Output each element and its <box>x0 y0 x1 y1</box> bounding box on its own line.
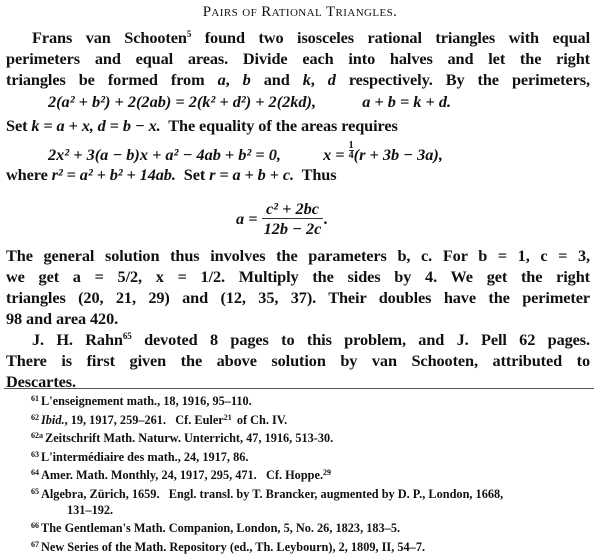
text: Thus <box>293 165 337 184</box>
footnote <box>31 518 596 537</box>
footnote-mark: 61 <box>31 394 39 403</box>
footnote-text: of Ch. IV. <box>233 412 288 427</box>
para1-line2: perimeters and equal areas. Divide each into halves and let the right <box>6 49 590 68</box>
para2-line2: we get a = 5/2, x = 1/2. Multiply the sides by 4. We get the right <box>6 267 590 286</box>
expression: r = a + b + c. <box>209 165 294 184</box>
footnote-text: Algebra, Zürich, 1659. Engl. transl. by T. Brancker, augmented by D. P., London, 1668, <box>41 486 504 501</box>
text: , <box>310 70 328 89</box>
footnote-italic: Ibid. <box>41 412 65 427</box>
footnote <box>31 410 596 429</box>
text: and <box>250 70 303 89</box>
footnote-divider <box>4 388 594 389</box>
footnote <box>31 447 596 466</box>
footnote-text: Amer. Math. Monthly, 24, 1917, 295, 471. Cf. Hoppe. <box>41 468 324 483</box>
text: devoted 8 pages to this problem, and J. Pell 62 pages. <box>131 330 590 349</box>
footnote-mark: 64 <box>31 468 39 478</box>
equation-2 <box>48 141 600 165</box>
text: where <box>6 165 52 184</box>
footnote-text: L'intermédiaire des math., 24, 1917, 86. <box>41 449 249 464</box>
para3-line3: Descartes. <box>6 372 76 391</box>
footnote <box>31 465 596 484</box>
text: Set <box>175 165 210 184</box>
paragraph-2 <box>6 245 590 329</box>
para3-line2: There is first given the above solution by van Schooten, attributed to <box>6 351 590 370</box>
footnote-text: Zeitschrift Math. Naturw. Unterricht, 47, 1916, 513-30. <box>45 431 334 446</box>
footnotes <box>31 391 596 555</box>
text: triangles be formed from <box>6 70 218 89</box>
footnote-mark: 66 <box>31 521 39 531</box>
fraction-denominator: 4 <box>348 150 354 161</box>
footnote-text: L'enseignement math., 18, 1916, 95–110. <box>41 394 252 408</box>
equation-1 <box>48 92 600 112</box>
text: The equality of the areas requires <box>160 116 398 135</box>
footnote-mark: 65 <box>31 486 39 496</box>
paragraph-1 <box>6 27 590 90</box>
fraction-numerator: 1 <box>348 140 354 151</box>
var: d <box>327 70 336 89</box>
equation-right: a + b = k + d. <box>362 92 452 111</box>
equation-right-pre: x = <box>323 145 349 164</box>
equation-right-post: (r + 3b − 3a), <box>353 145 443 164</box>
equation-lhs: a = <box>236 209 262 228</box>
footnote-ref: 5 <box>186 29 192 39</box>
footnote <box>31 484 596 503</box>
text: Frans van Schooten <box>32 28 187 47</box>
footnote-ref: 29 <box>323 468 332 478</box>
footnote <box>31 537 596 555</box>
var: k <box>302 70 311 89</box>
para1-line1 <box>6 27 590 48</box>
text: Set <box>6 116 32 135</box>
line-where <box>6 164 590 185</box>
fraction-denominator: 12b − 2c <box>263 219 322 238</box>
footnote <box>31 428 596 447</box>
fraction <box>262 199 324 239</box>
text: found two isosceles rational triangles with equal <box>191 28 590 47</box>
footnote <box>31 391 596 410</box>
text: J. H. Rahn <box>32 330 123 349</box>
footnote-text: New Series of the Math. Repository (ed., Th. Leybourn), 2, 1809, II, 54–7. <box>41 539 426 554</box>
footnote-mark: 62 <box>31 412 39 422</box>
var: a <box>217 70 226 89</box>
equation-left: 2x² + 3(a − b)x + a² − 4ab + b² = 0, <box>48 145 281 164</box>
expression: k = a + x, d = b − x. <box>31 116 161 135</box>
footnote-mark: 67 <box>31 539 39 549</box>
paragraph-3 <box>6 329 590 392</box>
para2-line4: 98 and area 420. <box>6 309 119 328</box>
para3-line1 <box>6 329 590 350</box>
footnote-ref: 21 <box>223 412 232 422</box>
section-title: Pairs of Rational Triangles. <box>202 4 398 20</box>
footnote-mark: 62a <box>31 431 43 441</box>
footnote-ref: 65 <box>122 331 132 341</box>
period: . <box>323 209 328 228</box>
footnote-continuation: 131–192. <box>67 502 114 517</box>
fraction-numerator: c² + 2bc <box>262 199 324 219</box>
text: respectively. By the perimeters, <box>335 70 590 89</box>
para1-line3 <box>6 69 590 90</box>
text: , <box>225 70 243 89</box>
equation-left: 2(a² + b²) + 2(2ab) = 2(k² + d²) + 2(2kd), <box>48 92 317 111</box>
footnote-mark: 63 <box>31 449 39 459</box>
para2-line1: The general solution thus involves the parameters b, c. For b = 1, c = 3, <box>6 246 590 265</box>
expression: r² = a² + b² + 14ab. <box>51 165 176 184</box>
equation-3 <box>236 199 327 239</box>
line-set <box>6 115 590 136</box>
para2-line3: triangles (20, 21, 29) and (12, 35, 37). Their doubles have the perimeter <box>6 288 590 307</box>
footnote-text: The Gentleman's Math. Companion, London, 5, No. 26, 1823, 183–5. <box>41 521 401 536</box>
footnote-text: , 19, 1917, 259–261. Cf. Euler <box>64 412 224 427</box>
var: b <box>242 70 251 89</box>
